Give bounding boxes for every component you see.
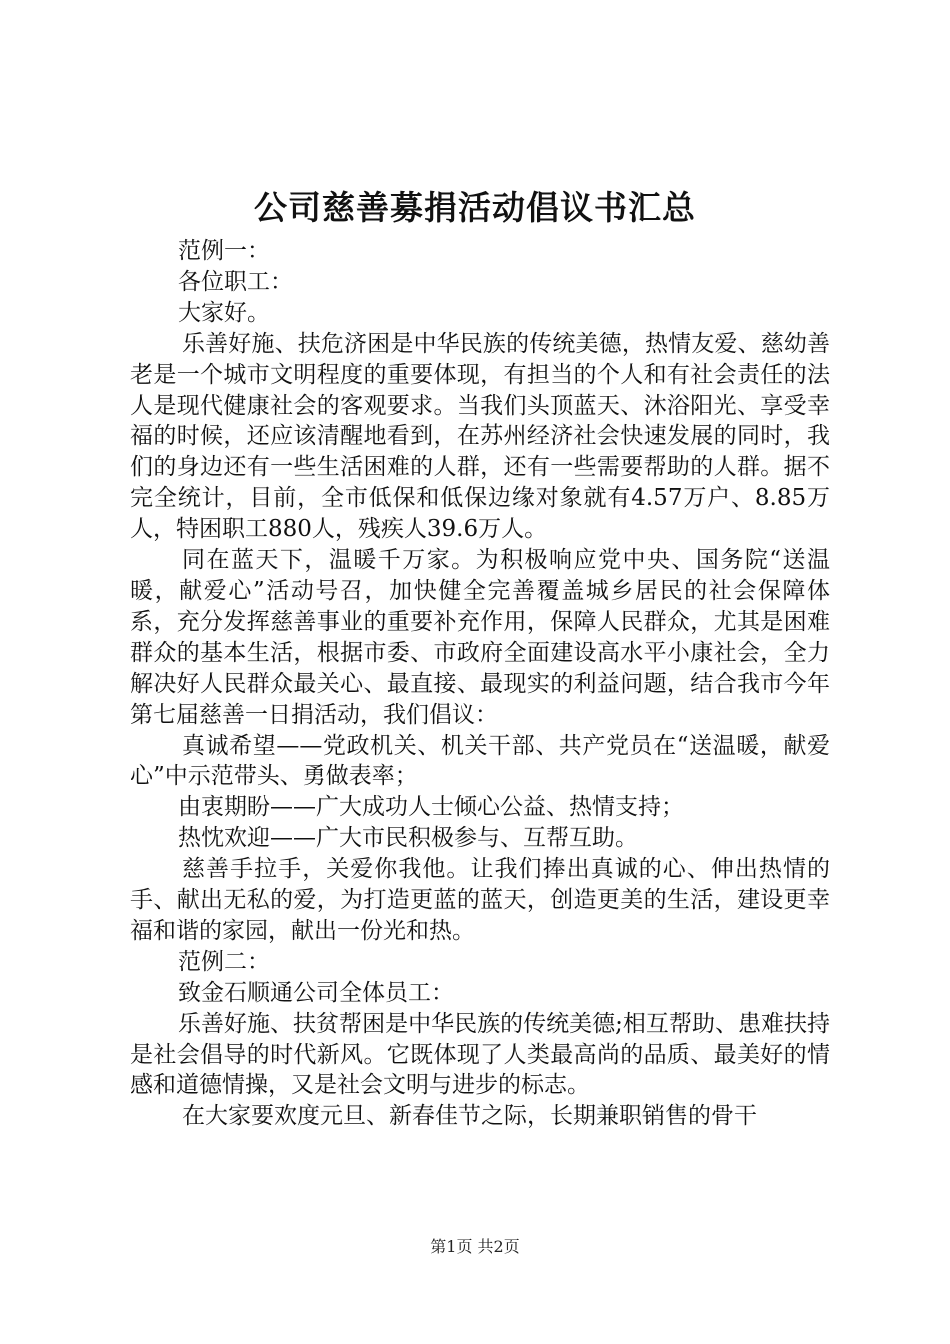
paragraph-greeting: 大家好。 (178, 299, 270, 326)
paragraph-salutation: 致金石顺通公司全体员工： (178, 979, 454, 1006)
page-number-footer: 第1页 共2页 (430, 1237, 520, 1256)
paragraph-example-two-heading: 范例二： (178, 948, 270, 975)
document-body (130, 236, 830, 1132)
paragraph-body: 乐善好施、扶危济困是中华民族的传统美德，热情友爱、慈幼善老是一个城市文明程度的重要体现，有担当的个人和有社会责任的法人是现代健康社会的客观要求。当我们头顶蓝天、沐浴阳光、享受幸福的时候，还应该清醒地看到，在苏州经济社会快速发展的同时，我们的身边还有一些生活困难的人群，还有一些需要帮助的人群。据不完全统计，目前，全市低保和低保边缘对象就有4.57万户、8.85万人，特困职工880人，残疾人39.6万人。 (130, 330, 830, 543)
paragraph-salutation: 各位职工： (178, 268, 293, 295)
paragraph-body: 慈善手拉手，关爱你我他。让我们捧出真诚的心、伸出热情的手、献出无私的爱，为打造更蓝的蓝天，创造更美的生活，建设更幸福和谐的家园，献出一份光和热。 (130, 856, 830, 944)
paragraph-proposal: 真诚希望——党政机关、机关干部、共产党员在“送温暖，献爱心”中示范带头、勇做表率； (130, 732, 830, 790)
document-title: 公司慈善募捐活动倡议书汇总 (254, 188, 696, 227)
paragraph-proposal: 热忱欢迎——广大市民积极参与、互帮互助。 (178, 825, 638, 852)
paragraph-example-one-heading: 范例一： (178, 238, 270, 264)
paragraph-body: 在大家要欢度元旦、新春佳节之际，长期兼职销售的骨干 (182, 1103, 757, 1130)
paragraph-proposal: 由衷期盼——广大成功人士倾心公益、热情支持； (178, 794, 684, 821)
paragraph-body: 同在蓝天下，温暖千万家。为积极响应党中央、国务院“送温暖，献爱心”活动号召，加快健全完善覆盖城乡居民的社会保障体系，充分发挥慈善事业的重要补充作用，保障人民群众，尤其是困难群众的基本生活，根据市委、市政府全面建设高水平小康社会，全力解决好人民群众最关心、最直接、最现实的利益问题，结合我市今年第七届慈善一日捐活动，我们倡议： (130, 547, 830, 728)
paragraph-body: 乐善好施、扶贫帮困是中华民族的传统美德;相互帮助、患难扶持是社会倡导的时代新风。它既体现了人类最高尚的品质、最美好的情感和道德情操，又是社会文明与进步的标志。 (130, 1010, 830, 1099)
